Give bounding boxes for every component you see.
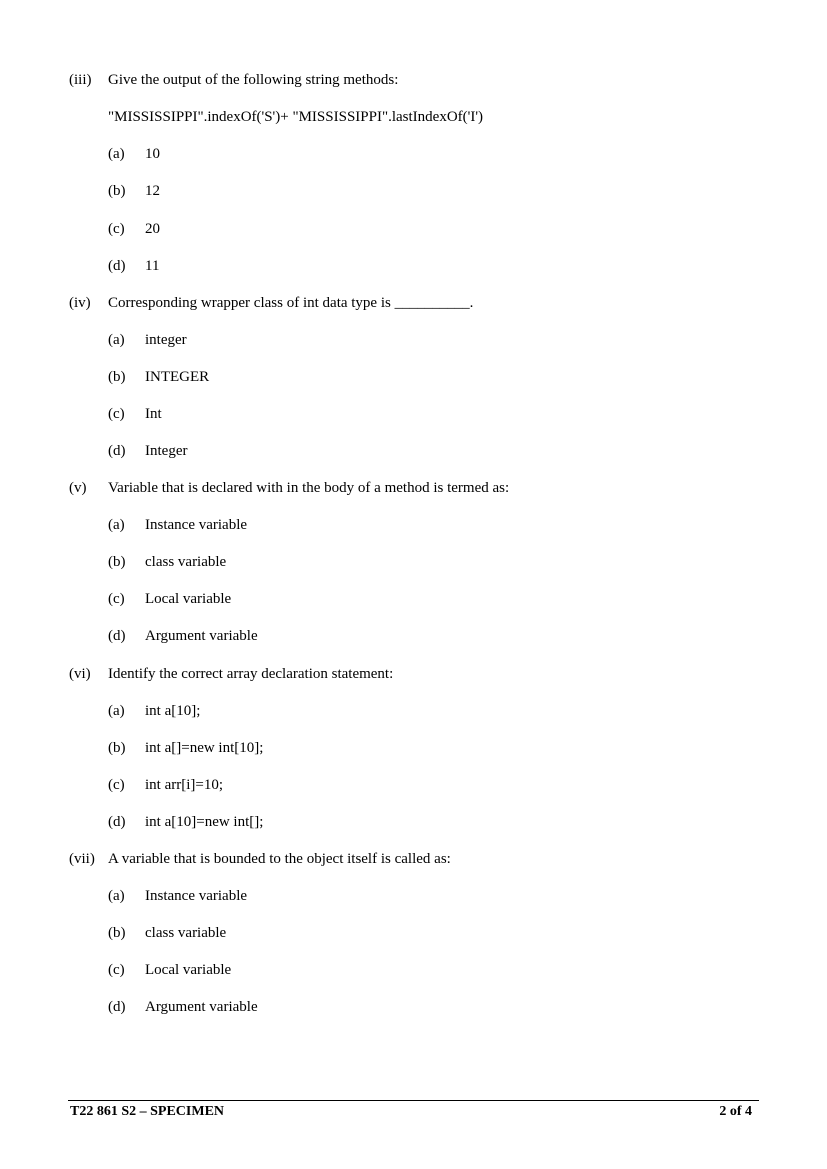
- question-vii-text: A variable that is bounded to the object itself is called as:: [108, 851, 451, 867]
- question-vi-option-d-label: (d): [108, 814, 126, 830]
- question-iv-option-b-text: INTEGER: [145, 369, 210, 385]
- question-iv-number: (iv): [69, 295, 91, 311]
- question-v-option-c-label: (c): [108, 591, 125, 607]
- question-iii-option-b-label: (b): [108, 183, 126, 199]
- question-vi-option-d-text: int a[10]=new int[];: [145, 814, 264, 830]
- question-iii-option-c-label: (c): [108, 221, 125, 237]
- question-vii-option-b-label: (b): [108, 925, 126, 941]
- question-iii-option-b-text: 12: [145, 183, 160, 199]
- question-vii-option-d-text: Argument variable: [145, 999, 258, 1015]
- question-iii-number: (iii): [69, 72, 92, 88]
- question-vii-option-d-label: (d): [108, 999, 126, 1015]
- question-vi-option-c-label: (c): [108, 777, 125, 793]
- question-v-option-a-text: Instance variable: [145, 517, 248, 533]
- question-iii-expression: "MISSISSIPPI".indexOf('S')+ "MISSISSIPPI".lastIndexOf('I'): [108, 109, 484, 125]
- question-iii-option-a-label: (a): [108, 146, 125, 162]
- question-v-option-d-text: Argument variable: [145, 628, 258, 644]
- question-iv-option-b-label: (b): [108, 369, 126, 385]
- question-vii-option-b-text: class variable: [145, 925, 227, 941]
- question-vi-option-c-text: int arr[i]=10;: [145, 777, 224, 793]
- question-vii-option-c-label: (c): [108, 962, 125, 978]
- question-vii-option-a-label: (a): [108, 888, 125, 904]
- question-iii-option-d-text: 11: [145, 258, 160, 274]
- question-vi-number: (vi): [69, 666, 91, 682]
- question-vi-text: Identify the correct array declaration statement:: [108, 666, 394, 682]
- question-v-number: (v): [69, 480, 87, 496]
- question-iv-option-c-label: (c): [108, 406, 125, 422]
- question-iii-text: Give the output of the following string methods:: [108, 72, 399, 88]
- question-v-option-a-label: (a): [108, 517, 125, 533]
- question-v-text: Variable that is declared with in the body of a method is termed as:: [108, 480, 510, 496]
- question-vii-option-a-text: Instance variable: [145, 888, 248, 904]
- question-iii-option-a-text: 10: [145, 146, 160, 162]
- question-v-option-b-text: class variable: [145, 554, 227, 570]
- question-iv-option-c-text: Int: [145, 406, 162, 422]
- question-iv-option-a-text: integer: [145, 332, 187, 348]
- question-iv-option-d-label: (d): [108, 443, 126, 459]
- question-v-option-c-text: Local variable: [145, 591, 232, 607]
- question-iv-option-d-text: Integer: [145, 443, 188, 459]
- footer-page-number: 2 of 4: [719, 1104, 752, 1119]
- question-v-option-b-label: (b): [108, 554, 126, 570]
- question-iv-option-a-label: (a): [108, 332, 125, 348]
- question-iv-text: Corresponding wrapper class of int data type is __________.: [108, 295, 474, 311]
- question-vi-option-b-text: int a[]=new int[10];: [145, 740, 264, 756]
- question-vii-number: (vii): [69, 851, 95, 867]
- question-vii-option-c-text: Local variable: [145, 962, 232, 978]
- question-v-option-d-label: (d): [108, 628, 126, 644]
- question-iii-option-c-text: 20: [145, 221, 160, 237]
- question-vi-option-a-text: int a[10];: [145, 703, 201, 719]
- question-vi-option-a-label: (a): [108, 703, 125, 719]
- question-vi-option-b-label: (b): [108, 740, 126, 756]
- footer-divider: [68, 1100, 759, 1101]
- question-iii-option-d-label: (d): [108, 258, 126, 274]
- footer-paper-code: T22 861 S2 – SPECIMEN: [70, 1104, 225, 1119]
